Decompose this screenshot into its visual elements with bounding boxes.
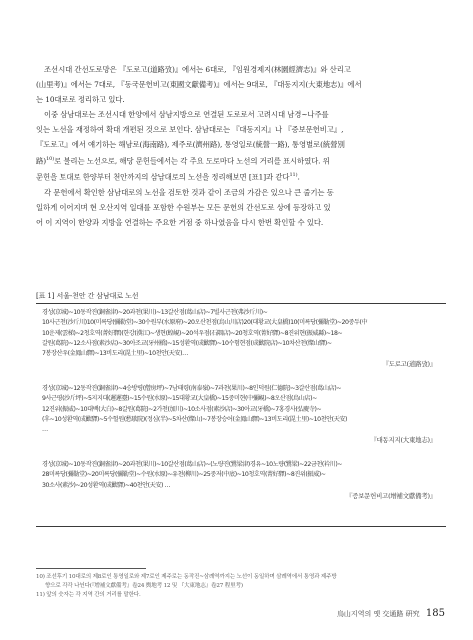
table-top-rule (36, 303, 446, 304)
footnote-ref-11[interactable]: 11) (289, 172, 298, 179)
route-line: 갈원(葛院)~12소사점(素沙店)~30아조교(牙州橋)~15성환역(成歡驛)~10수험현점(成歡院店)~10차산천(燦山驛)~ (42, 339, 332, 347)
page-number: 185 (425, 608, 445, 619)
route-line: 경성(京城)~10동작진(銅雀津)~20과천(果川)~10갈산점(葛山店)~(노량진(鷺梁津)경유~10노량(鷺梁)~22금천(衿川)~ (42, 461, 343, 468)
footnote-divider (36, 568, 146, 569)
route-line: 30소사(素沙)~20성환역(成歡驛)~40천안(天安) … (42, 481, 171, 489)
paragraph-2: 이중 삼남대로는 조선시대 한양에서 삼남지방으로 연결된 도로로서 고려시대 남경~나주를 잇는 노선을 재정하여 확대 개편된 것으로 보인다. 삼남대로는 『대동지지』나 『증보문헌비고』, 『도로고』에서 얘기하는 해남로(海南路), 제주로(濟州路), 통영일로(統營一路), 통영별로(統營別 路)$^{10)}$로 불리는 노선으로, 해당 문헌들에서는 각 주요 도로마다 노선의 거리를 표시하였다. 위 문헌을 토대로 한양부터 천안까지의 삼남대로의 노선을 정리해보면 [표1]과 같다$^{11)}$. (36, 110, 345, 182)
footnotes (36, 573, 446, 600)
running-title: 烏山지역의 옛 交通路 硏究 (336, 610, 420, 618)
route-line: 10운제(雲梯)~2청호역(菁好驛)(한강(漢江)~생현(蝗峴)~20석우점(石隅店)~20청호역(菁好驛)~8진위현(振威縣)~18~ (42, 329, 343, 337)
table-bottom-rule (36, 526, 446, 527)
route-line: 경성(京城)~10동작진(銅雀津)~20과천(果川)~13갈산점(葛山店)~7빌사근천(弗沙斤川)~ (42, 309, 268, 316)
route-line: 12진위(振威)~10대백(大白)~8갈원(葛院)~2가천(加川)~10소사점(素沙店)~30아교(牙橋)~7홍경사(弘慶寺)~ (42, 405, 322, 413)
footnote-10-continued: 향으로 각각 나뉜다(『增補文獻備考』卷24 輿地考 12 및 『大東地志』卷27 程里考) (45, 583, 243, 589)
route-line: 10사근천(沙斤川)10(미륵당(彌勒堂)~30수원부(水原府)~20오산천점(烏山川店)20(대황교(大皇橋)10(미륵당(彌勒堂)~20중두(中 (42, 319, 368, 327)
footnote-11: 11) 앞의 숫자는 각 지역 간의 거리를 말한다. (36, 592, 141, 598)
route-source: 『대동지지(大東地志)』 (370, 436, 436, 445)
route-line: … (42, 426, 48, 434)
footnote-ref-10[interactable]: 10) (46, 156, 55, 162)
route-block-daedongjiji (42, 384, 440, 446)
route-line: 28미륵당(彌勒堂)~20미륵당(彌勒堂)~수원(水原)~유천(柳川)~25중저(中底)~10청호역(菁好驛)~8진위(振威)~ (42, 471, 326, 479)
table-caption: [표 1] 서울-천안 간 삼남대로 노선 (36, 292, 139, 300)
route-line: 경성(京城)~12동작진(銅雀津)~4승방평(僧房坪)~7남태령(南泰嶺)~7과천(果川)~8인덕원(仁德院)~3갈산점(葛山店)~ (42, 385, 342, 392)
route-line: (후~10성환역(成歡驛)~5수헐원(愁歇院)(정심(半)~5차산(燦山)~7봉장승어(金鳳山驛)~13비도리(毘土里)~10천안(天安) (42, 415, 348, 423)
route-block-jeungbo (42, 460, 440, 501)
footnote-10: 10) 조선후기 10대로의 제8로인 통영일로와 제7로인 제주로는 동작진~삼례역까지는 노선이 동일하며 삼례역에서 통영과 제주방 (36, 574, 337, 580)
body-text (36, 62, 446, 230)
route-block-dorogo (42, 308, 440, 370)
paragraph-1: 조선시대 간선도로망은 『도로고(道路攷)』에서는 6대로, 『임원경제지(林園經濟志)』와 산리고 (山里考)』에서는 7대로, 『동국문헌비고(東國文獻備考)』에서는 9대로, 『대동지지(大東地志)』에서 는 10대로로 정리하고 있다. (36, 65, 362, 104)
route-source: 『증보문헌비고(增補文獻備考)』 (346, 491, 436, 500)
route-source: 『도로고(道路攷)』 (382, 360, 436, 369)
paragraph-3: 각 문헌에서 확인한 삼남대로의 노선을 검토한 것과 같이 조금의 가감은 있으나 큰 줄기는 동 일하게 이어지며 현 오산지역 일대를 포함한 수원부는 모든 문헌의 간선도로 상에 등장하고 있 어 이 지역이 한양과 지방을 연결하는 주요한 거점 중 하나였음을 다시 한번 확인할 수 있다. (36, 187, 334, 227)
route-line: 7봉장산우(金鳳山驛)~13비도리(毘土里)~10천안(天安)… (42, 350, 188, 358)
route-line: 9사근평(沙斤坪)~5지지대(遲遲臺)~15수원(水原)~15대황교(大皇橋)~15중미현(中彌峴)~8오산점(烏山店)~ (42, 395, 317, 403)
running-footer (337, 608, 445, 619)
